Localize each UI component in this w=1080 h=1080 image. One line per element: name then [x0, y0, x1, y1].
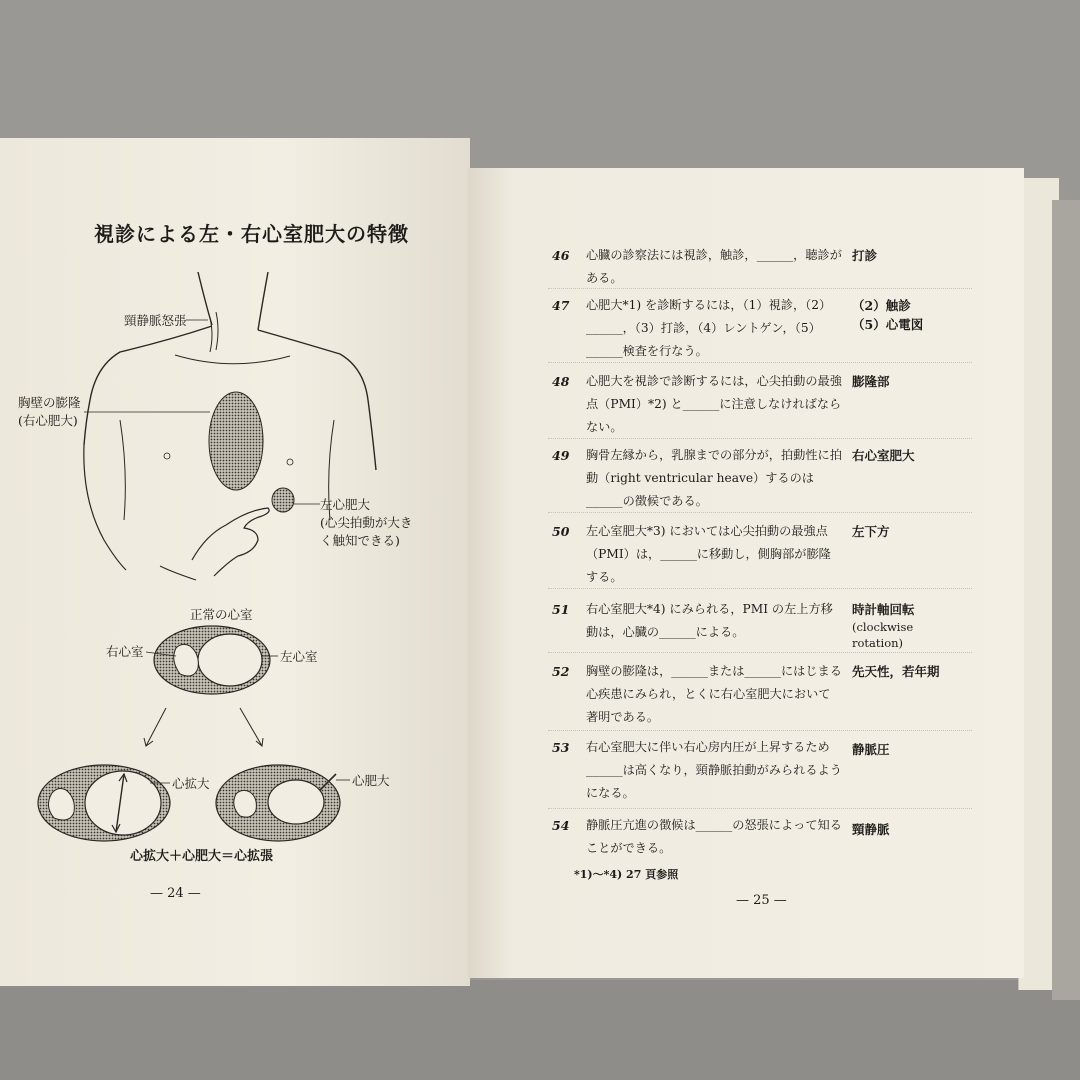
- label-right-ventricle: 右心室: [106, 644, 144, 659]
- question-text: 胸壁の膨隆は，______または______にはじまる心疾患にみられ，とくに右心室肥大において著明である。: [586, 664, 842, 724]
- answer-sub: (clockwise rotation): [852, 620, 914, 650]
- question-number: 51: [552, 602, 570, 617]
- question-number: 52: [552, 664, 570, 679]
- label-dilation: 心拡大: [172, 776, 210, 791]
- question-number: 49: [552, 448, 570, 463]
- question-answer: 打診: [852, 248, 878, 263]
- page-number-left: — 24 —: [150, 886, 201, 901]
- question-answer: 先天性，若年期: [852, 664, 940, 679]
- footnote: *1)〜*4) 27 頁参照: [574, 868, 679, 881]
- divider: [548, 362, 972, 363]
- divider: [548, 512, 972, 513]
- question-answer: 右心室肥大: [852, 448, 915, 463]
- question-answer: 頸静脈: [852, 822, 890, 837]
- label-jugular: 頸静脈怒張: [124, 313, 187, 328]
- divider: [548, 588, 972, 589]
- question-text: 右心室肥大に伴い右心房内圧が上昇するため______は高くなり，頸静脈拍動がみられるようになる。: [586, 740, 842, 800]
- question-text: 静脈圧亢進の徴候は______の怒張によって知ることができる。: [586, 818, 842, 855]
- question-text: 胸骨左縁から，乳腺までの部分が，拍動性に拍動（right ventricular heave）するのは______の徴候である。: [586, 448, 842, 508]
- question-number: 50: [552, 524, 570, 539]
- divider: [548, 288, 972, 289]
- label-left-ventricle: 左心室: [280, 649, 318, 664]
- divider: [548, 730, 972, 731]
- page-title: 視診による左・右心室肥大の特徴: [94, 222, 409, 246]
- question-number: 48: [552, 374, 570, 389]
- question-text: 左心室肥大*3) においては心尖拍動の最強点（PMI）は，______に移動し，側胸部が膨隆する。: [586, 524, 831, 584]
- label-chest-bulge: 胸壁の膨隆 (右心肥大): [18, 395, 81, 428]
- question-text: 心臓の診察法には視診，触診，______，聴診がある。: [586, 248, 842, 285]
- question-text: 心肥大*1) を診断するには，（1）視診，（2）______，（3）打診，（4）レントゲン，（5）______検査を行なう。: [586, 298, 832, 358]
- divider: [548, 808, 972, 809]
- question-answer: 左下方: [852, 524, 890, 539]
- question-text: 心肥大を視診で診断するには，心尖拍動の最強点（PMI）*2) と______に注意しなければならない。: [586, 374, 842, 434]
- question-number: 47: [552, 298, 570, 313]
- label-hypertrophy: 心肥大: [352, 773, 390, 788]
- label-normal-ventricle: 正常の心室: [190, 607, 253, 622]
- question-number: 54: [552, 818, 570, 833]
- question-number: 46: [552, 248, 570, 263]
- label-equation: 心拡大＋心肥大＝心拡張: [130, 849, 274, 864]
- page-number-right: — 25 —: [736, 893, 787, 908]
- question-answer: [852, 600, 915, 651]
- divider: [548, 438, 972, 439]
- question-text: 右心室肥大*4) にみられる，PMI の左上方移動は，心臓の______による。: [586, 602, 833, 639]
- answer-main: 時計軸回転: [852, 602, 915, 617]
- question-answer: （2）触診 （5）心電図: [852, 298, 924, 332]
- question-answer: 膨隆部: [852, 374, 890, 389]
- question-answer: 静脈圧: [852, 742, 890, 757]
- question-number: 53: [552, 740, 570, 755]
- divider: [548, 652, 972, 653]
- label-left-hypertrophy: 左心肥大 (心尖拍動が大き く触知できる): [320, 497, 413, 548]
